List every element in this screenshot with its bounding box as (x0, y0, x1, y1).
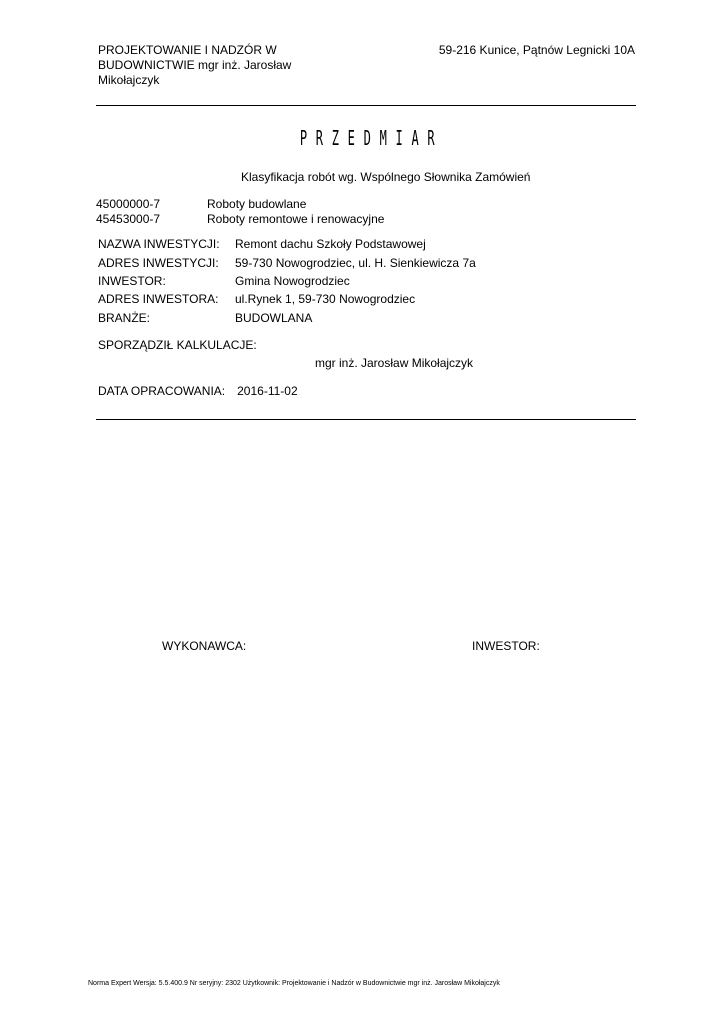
header-divider (96, 105, 636, 106)
info-row (98, 274, 350, 289)
cpv-code-row (96, 212, 384, 227)
prepared-by-label: SPORZĄDZIŁ KALKULACJE: (98, 338, 257, 352)
investor-signature-label: INWESTOR: (472, 639, 540, 653)
company-address: 59-216 Kunice, Pątnów Legnicki 10A (438, 43, 635, 57)
info-label: ADRES INWESTYCJI: (98, 256, 219, 270)
content-divider (96, 419, 636, 420)
company-line: BUDOWNICTWIE mgr inż. Jarosław (98, 58, 292, 72)
info-row (98, 237, 426, 252)
info-label: INWESTOR: (98, 274, 166, 288)
cpv-code-row (96, 197, 306, 212)
company-line: Mikołajczyk (98, 73, 160, 87)
document-title: P R Z E D M I A R (299, 126, 436, 150)
info-value: 59-730 Nowogrodziec, ul. H. Sienkiewicza 7a (235, 256, 476, 270)
cpv-description: Roboty remontowe i renowacyjne (207, 212, 385, 226)
info-row (98, 311, 312, 326)
date-label: DATA OPRACOWANIA: (98, 384, 226, 398)
company-name (98, 43, 328, 88)
date-row (98, 384, 298, 399)
prepared-by-name: mgr inż. Jarosław Mikołajczyk (315, 356, 474, 370)
company-line: PROJEKTOWANIE I NADZÓR W (98, 43, 277, 57)
classification-heading: Klasyfikacja robót wg. Wspólnego Słownika Zamówień (241, 170, 531, 184)
info-value: BUDOWLANA (235, 311, 313, 325)
info-label: BRANŻE: (98, 311, 151, 325)
info-row (98, 292, 415, 307)
cpv-code: 45000000-7 (96, 197, 161, 211)
info-row (98, 256, 476, 271)
info-label: ADRES INWESTORA: (98, 292, 219, 306)
info-label: NAZWA INWESTYCJI: (98, 237, 220, 251)
software-footer: Norma Expert Wersja: 5.5.400.9 Nr seryjny: 2302 Użytkownik: Projektowanie i Nadzór w Budownictwie mgr inż. Jarosław Mikołajczyk (88, 980, 500, 987)
cpv-description: Roboty budowlane (207, 197, 307, 211)
date-value: 2016-11-02 (237, 384, 298, 398)
info-value: Remont dachu Szkoły Podstawowej (235, 237, 426, 251)
info-value: Gmina Nowogrodziec (235, 274, 350, 288)
info-value: ul.Rynek 1, 59-730 Nowogrodziec (235, 292, 416, 306)
contractor-signature-label: WYKONAWCA: (162, 639, 247, 653)
cpv-code: 45453000-7 (96, 212, 161, 226)
